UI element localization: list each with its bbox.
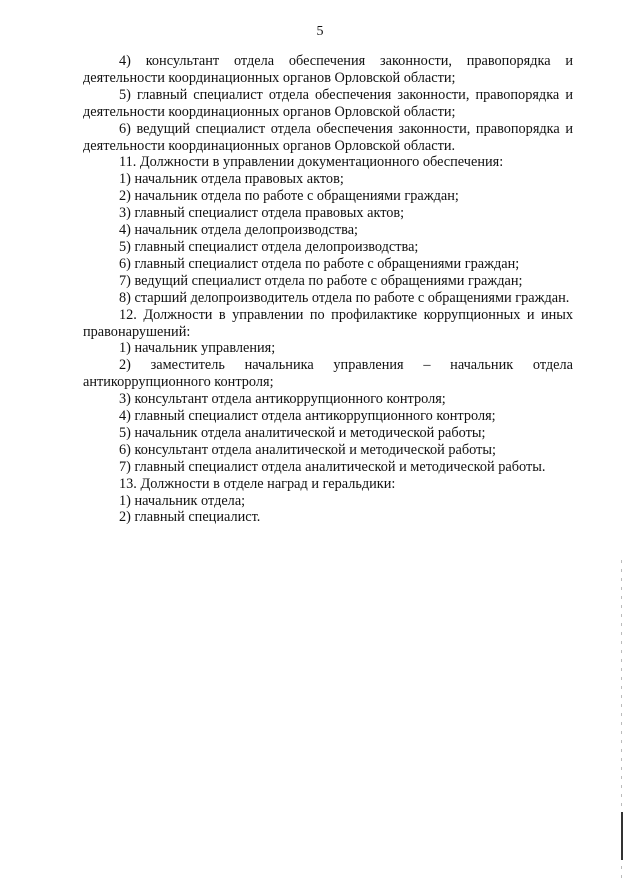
- list-item: 5) главный специалист отдела делопроизводства;: [119, 238, 419, 255]
- list-item: 4) главный специалист отдела антикоррупционного контроля;: [119, 408, 496, 425]
- list-item: 3) главный специалист отдела правовых актов;: [119, 205, 405, 222]
- list-item: 2) главный специалист.: [119, 509, 261, 526]
- list-item: 7) главный специалист отдела аналитической и методической работы.: [119, 458, 546, 475]
- list-item-consultant-legality: 4) консультант отдела обеспечения законности, правопорядка и деятельности координационных органов Орловской области;: [83, 53, 573, 86]
- list-item: 1) начальник отдела правовых актов;: [119, 171, 344, 188]
- section-heading-13: 13. Должности в отделе наград и геральдики:: [119, 475, 396, 492]
- list-item: 6) главный специалист отдела по работе с обращениями граждан;: [119, 255, 520, 272]
- list-item: 3) консультант отдела антикоррупционного контроля;: [119, 391, 446, 408]
- list-item: 2) заместитель начальника управления – начальник отдела антикоррупционного контроля;: [83, 357, 573, 391]
- list-item: 8) старший делопроизводитель отдела по работе с обращениями граждан.: [119, 289, 570, 306]
- list-item: 1) начальник управления;: [119, 340, 276, 357]
- section-heading-11: 11. Должности в управлении документационного обеспечения:: [119, 154, 504, 171]
- scan-mark: [621, 812, 623, 860]
- list-item-chief-specialist-legality: 5) главный специалист отдела обеспечения законности, правопорядка и деятельности координационных органов Орловской области;: [83, 86, 573, 120]
- section-heading-12: 12. Должности в управлении по профилактике коррупционных и иных правонарушений:: [83, 306, 573, 340]
- list-item-leading-specialist-legality: 6) ведущий специалист отдела обеспечения законности, правопорядка и деятельности координационных органов Орловской области.: [83, 120, 573, 154]
- list-item: 4) начальник отдела делопроизводства;: [119, 222, 359, 239]
- document-body: [83, 53, 573, 526]
- page-number: 5: [316, 24, 324, 39]
- list-item: 1) начальник отдела;: [119, 492, 246, 509]
- list-item: 6) консультант отдела аналитической и методической работы;: [119, 441, 496, 458]
- list-item: 7) ведущий специалист отдела по работе с обращениями граждан;: [119, 272, 523, 289]
- list-item: 5) начальник отдела аналитической и методической работы;: [119, 424, 486, 441]
- list-item: 2) начальник отдела по работе с обращениями граждан;: [119, 188, 459, 205]
